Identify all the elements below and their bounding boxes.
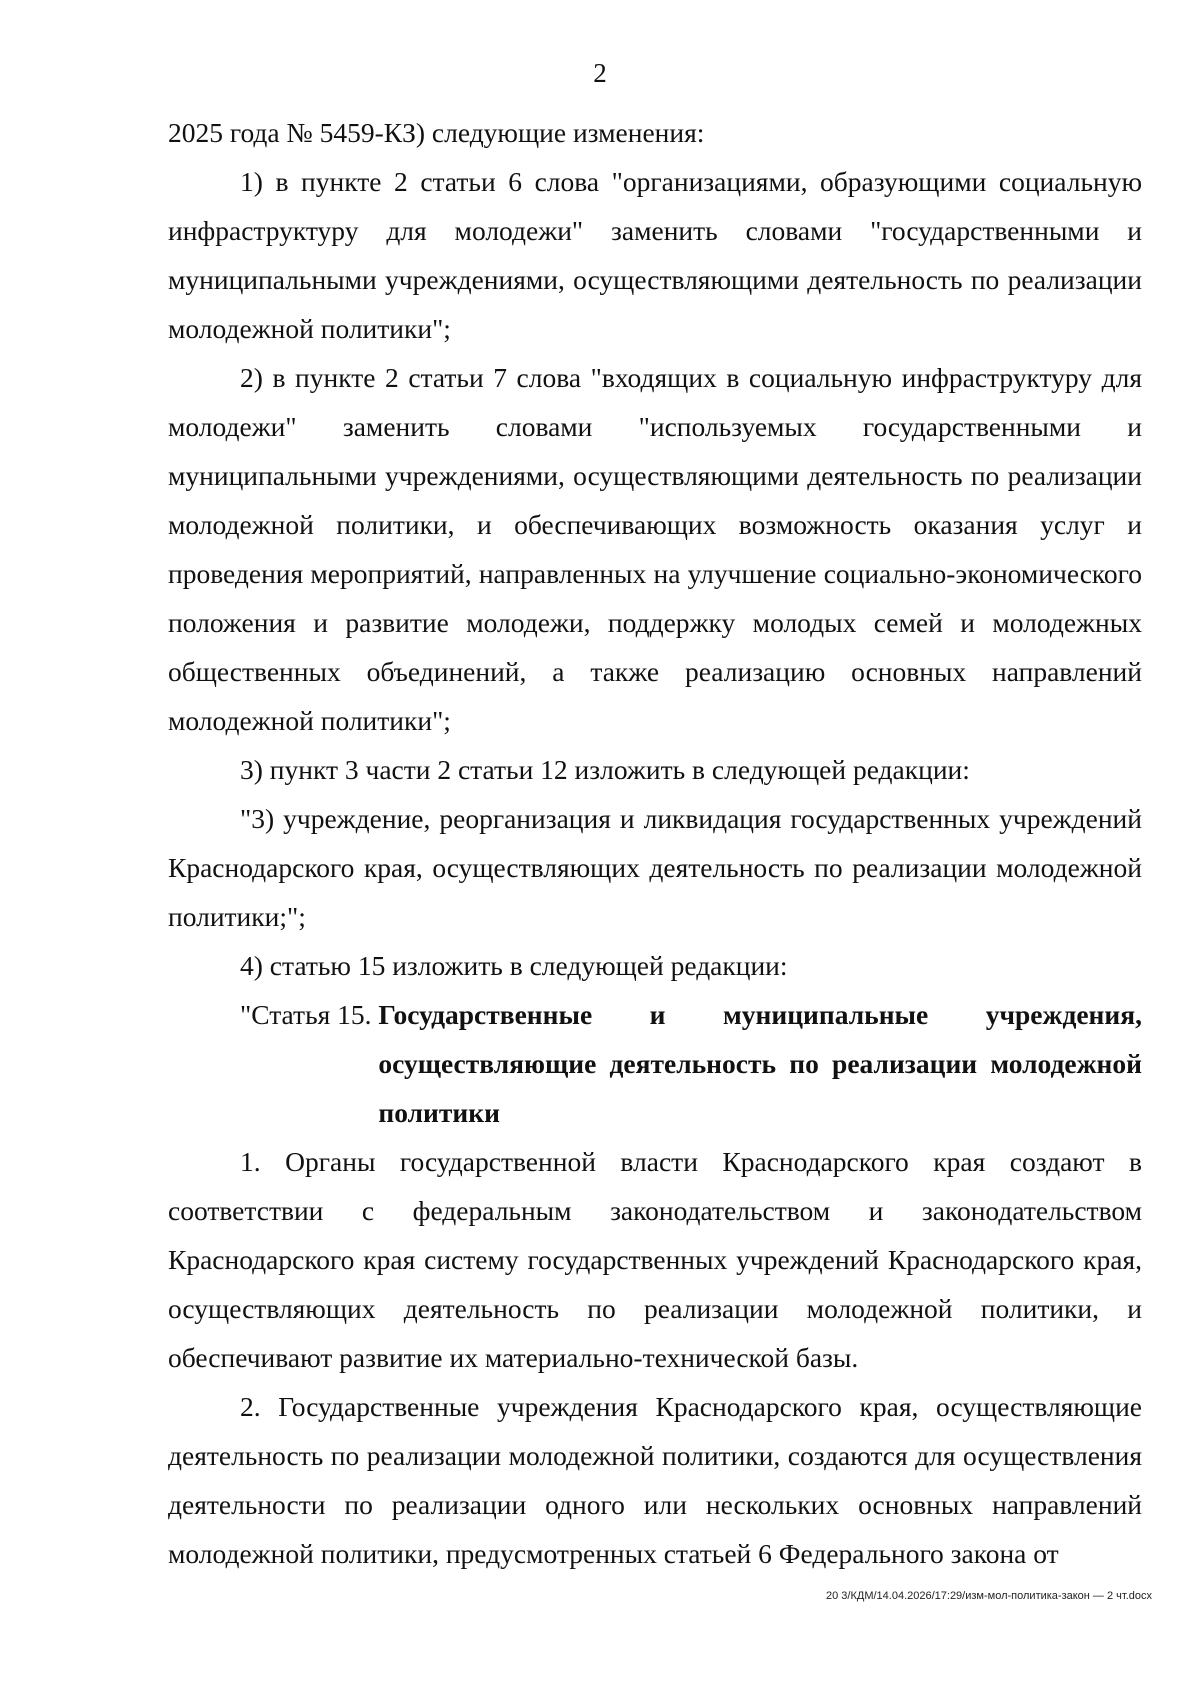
paragraph: 1. Органы государственной власти Краснодарского края создают в соответствии с федеральным законодательством и законодательством Краснодарского края систему государственных учреждений Краснодарского края, осуществляющих деятельность по реализации молодежной политики, и обеспечивают развитие их материально-технической базы. [168, 1146, 1142, 1373]
document-body [168, 108, 1142, 1578]
page-number: 2 [593, 58, 607, 88]
paragraph: 1) в пункте 2 статьи 6 слова "организациями, образующими социальную инфраструктуру для молодежи" заменить словами "государственными и муниципальными учреждениями, осуществляющими деятельность по реализации молодежной политики"; [168, 166, 1142, 344]
article-heading [168, 990, 1142, 1137]
paragraph: 2. Государственные учреждения Краснодарского края, осуществляющие деятельность по реализации молодежной политики, создаются для осуществления деятельности по реализации одного или нескольких основных направлений молодежной политики, предусмотренных статьей 6 Федерального закона от [168, 1391, 1142, 1569]
article-number: "Статья 15. [240, 999, 379, 1030]
paragraph: "3) учреждение, реорганизация и ликвидация государственных учреждений Краснодарского края, осуществляющих деятельность по реализации молодежной политики;"; [168, 803, 1142, 932]
paragraph: 2) в пункте 2 статьи 7 слова "входящих в социальную инфраструктуру для молодежи" заменить словами "используемых государственными и муниципальными учреждениями, осуществляющими деятельность по реализации молодежной политики, и обеспечивающих возможность оказания услуг и проведения мероприятий, направленных на улучшение социально-экономического положения и развитие молодежи, поддержку молодых семей и молодежных общественных объединений, а также реализацию основных направлений молодежной политики"; [168, 362, 1142, 736]
paragraph: 3) пункт 3 части 2 статьи 12 изложить в следующей редакции: [240, 754, 970, 785]
document-footer: 20 3/КДМ/14.04.2026/17:29/изм-мол-политика-закон — 2 чт.docx [826, 1590, 1152, 1602]
article-title: Государственные и муниципальные учреждения, осуществляющие деятельность по реализации молодежной политики [378, 999, 1142, 1128]
paragraph: 2025 года № 5459-КЗ) следующие изменения: [168, 117, 705, 148]
paragraph: 4) статью 15 изложить в следующей редакции: [240, 950, 788, 981]
